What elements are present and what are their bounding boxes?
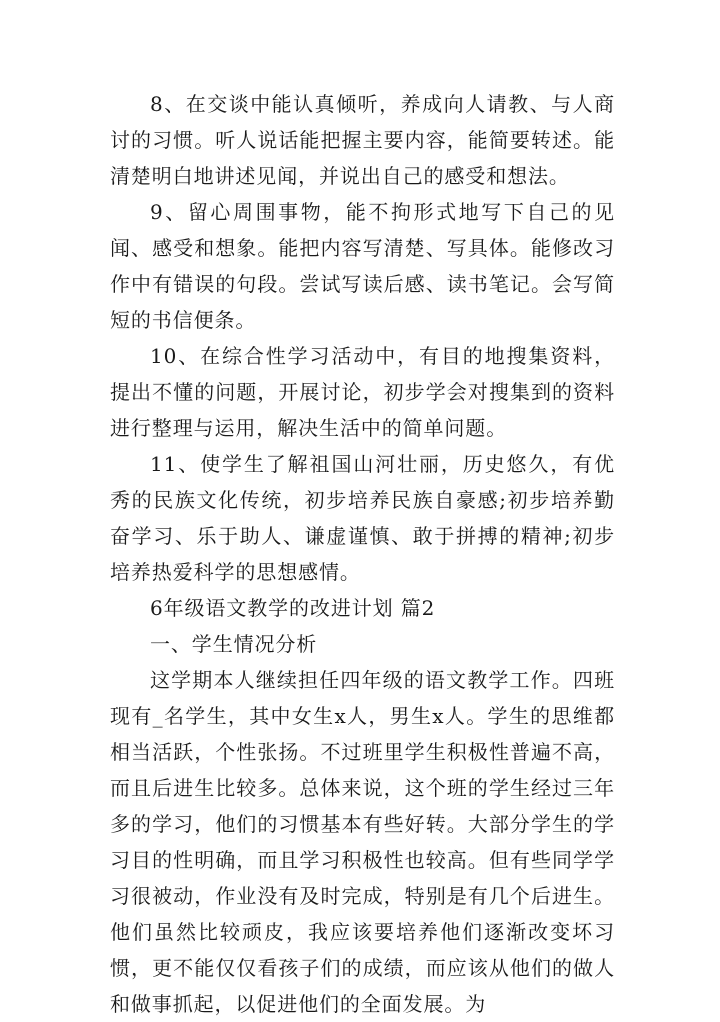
body-paragraph: 这学期本人继续担任四年级的语文教学工作。四班现有_名学生，其中女生x人，男生x人。学生的思维都相当活跃，个性张扬。不过班里学生积极性普遍不高，而且后进生比较多。总体来说，这个班的学生经过三年多的学习，他们的习惯基本有些好转。大部分学生的学习目的性明确，而且学习积极性也较高。但有些同学学习很被动，作业没有及时完成，特别是有几个后进生。他们虽然比较顽皮，我应该要培养他们逐渐改变坏习惯，更不能仅仅看孩子们的成绩，而应该从他们的做人和做事抓起，以促进他们的全面发展。为 [110,668,615,1016]
paragraph-item-8: 8、在交谈中能认真倾听，养成向人请教、与人商讨的习惯。听人说话能把握主要内容，能简要转述。能清楚明白地讲述见闻，并说出自己的感受和想法。 [110,92,615,188]
section-title: 6年级语文教学的改进计划 篇2 [150,596,436,620]
paragraph-item-11: 11、使学生了解祖国山河壮丽，历史悠久，有优秀的民族文化传统，初步培养民族自豪感;初步培养勤奋学习、乐于助人、谦虚谨慎、敢于拼搏的精神;初步培养热爱科学的思想感情。 [110,452,615,584]
document-body [110,86,615,1022]
subsection-title: 一、学生情况分析 [150,632,318,656]
paragraph-item-10: 10、在综合性学习活动中，有目的地搜集资料，提出不懂的问题，开展讨论，初步学会对搜集到的资料进行整理与运用，解决生活中的简单问题。 [110,344,615,440]
paragraph-item-9: 9、留心周围事物，能不拘形式地写下自己的见闻、感受和想象。能把内容写清楚、写具体。能修改习作中有错误的句段。尝试写读后感、读书笔记。会写简短的书信便条。 [110,200,615,332]
